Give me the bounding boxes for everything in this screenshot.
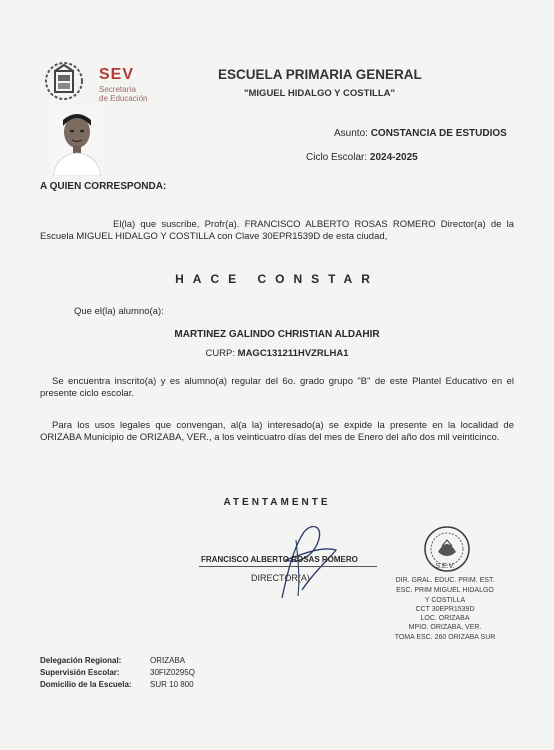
stamp-line: LOC. ORIZABA bbox=[420, 615, 470, 622]
stamp-line: S.E.V. bbox=[435, 563, 455, 570]
signer-name: FRANCISCO ALBERTO ROSAS ROMERO bbox=[201, 555, 358, 564]
closing: ATENTAMENTE bbox=[223, 497, 331, 508]
school-name: "MIGUEL HIDALGO Y COSTILLA" bbox=[244, 88, 395, 99]
curp-value: MAGC131211HVZRLHA1 bbox=[237, 348, 349, 359]
signature-line bbox=[199, 566, 377, 567]
paragraph-director: El(la) que suscribe, Profr(a). FRANCISCO ALBERTO ROSAS ROMERO Director(a) de la Escuela MIGUEL HIDALGO Y COSTILLA con Clave 30EPR1539D de esta ciudad, bbox=[40, 219, 514, 242]
ciclo-line bbox=[306, 152, 418, 163]
footer-value: ORIZABA bbox=[150, 656, 186, 665]
logo-line-1: Secretaría bbox=[99, 85, 136, 94]
stamp-line: ESC. PRIM MIGUEL HIDALGO bbox=[396, 587, 494, 594]
footer-value: SUR 10 800 bbox=[150, 680, 194, 689]
stamp-line: CCT 30EPR1539D bbox=[415, 606, 475, 613]
stamp-line: TOMA ESC. 260 ORIZABA SUR bbox=[394, 634, 496, 641]
veracruz-emblem-icon bbox=[44, 61, 84, 101]
stamp-line: Y COSTILLA bbox=[424, 597, 466, 604]
logo-acronym: SEV bbox=[99, 66, 135, 83]
footer-label: Domicilio de la Escuela: bbox=[40, 680, 132, 689]
footer-label: Supervisión Escolar: bbox=[40, 668, 120, 677]
greeting: A QUIEN CORRESPONDA: bbox=[40, 181, 167, 192]
asunto-label: Asunto: bbox=[334, 128, 368, 139]
curp-line bbox=[0, 348, 554, 359]
footer-value: 30FIZ0295Q bbox=[150, 668, 195, 677]
student-photo bbox=[49, 106, 104, 176]
curp-label: CURP: bbox=[205, 348, 236, 359]
logo-line-2: de Educación bbox=[99, 94, 148, 103]
footer-label: Delegación Regional: bbox=[40, 656, 122, 665]
asunto-line bbox=[334, 128, 507, 139]
paragraph-enrollment: Se encuentra inscrito(a) y es alumno(a) regular del 6o. grado grupo "B" de este Plantel Educativo en el presente ciclo escolar. bbox=[40, 376, 514, 399]
signer-role: DIRECTOR(A) bbox=[251, 573, 310, 583]
student-intro: Que el(la) alumno(a): bbox=[74, 306, 164, 317]
paragraph-legal: Para los usos legales que convengan, al(a la) interesado(a) se expide la presente en la localidad de ORIZABA Municipio de ORIZABA, VER., a los veinticuatro días del mes de Enero del año dos mil veinticinco. bbox=[40, 420, 514, 443]
ciclo-label: Ciclo Escolar: bbox=[306, 152, 368, 163]
ciclo-value: 2024-2025 bbox=[369, 152, 418, 163]
asunto-value: CONSTANCIA DE ESTUDIOS bbox=[370, 128, 507, 139]
stamp-line: MPIO. ORIZABA, VER. bbox=[408, 624, 482, 631]
school-title: ESCUELA PRIMARIA GENERAL bbox=[218, 67, 422, 82]
student-name: MARTINEZ GALINDO CHRISTIAN ALDAHIR bbox=[174, 329, 380, 340]
hace-constar-heading: HACE CONSTAR bbox=[175, 272, 379, 286]
stamp-line: DIR. GRAL. EDUC. PRIM. EST. bbox=[395, 577, 495, 584]
